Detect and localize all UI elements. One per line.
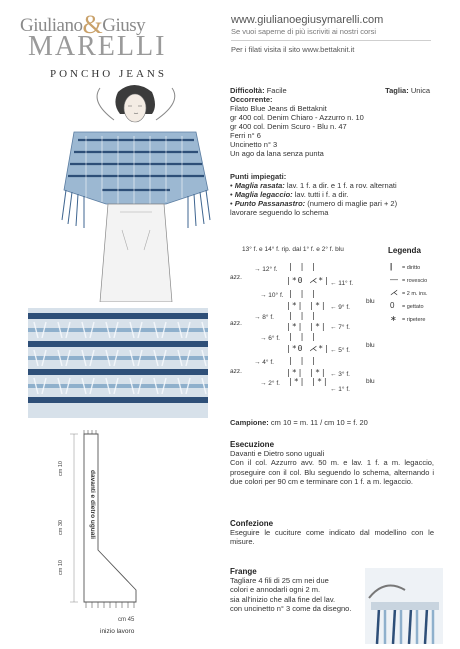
chart-row-label: → 4° f. <box>254 359 274 366</box>
stitches-block <box>230 172 435 217</box>
execution-text: Con il col. Azzurro avv. 50 m. e lav. 1 f. a m. legaccio, proseguire con il col. Blu seguendo lo schema, alternando i due colori per 90 cm e terminare con 1 f. a m. legaccio. <box>230 458 434 487</box>
chart-row-label: → 10° f. <box>260 292 284 299</box>
fringe-line: con uncinetto n° 3 come da disegno. <box>230 604 352 614</box>
shop-line: Per i filati visita il sito www.bettaknit.it <box>231 45 355 54</box>
size <box>385 86 430 95</box>
legend: | = diritto — = rovescio ⋌ = 2 m. ins. 0 = gettato ∗ = ripetere <box>390 262 428 323</box>
fringe-section <box>230 567 370 614</box>
chart-row-label: ← 7° f. <box>330 324 350 331</box>
info-block <box>230 86 430 158</box>
chart-row-symbols: |*| |*| <box>288 377 329 386</box>
fringe-heading: Frange <box>230 567 257 576</box>
chart-row-label: → 6° f. <box>260 335 280 342</box>
execution-section <box>230 440 434 487</box>
pattern-title: PONCHO JEANS <box>50 68 167 80</box>
stitches-heading: Punti impiegati: <box>230 172 287 181</box>
needed-item: Ferri n° 6 <box>230 131 261 140</box>
pattern-schematic <box>62 430 152 610</box>
finishing-section <box>230 519 434 547</box>
needed-item: gr 400 col. Denim Scuro - Blu n. 47 <box>230 122 347 131</box>
brand-second: Giusy <box>102 15 146 36</box>
chart-repeat-note: 13° f. e 14° f. rip. dal 1° f. e 2° f. blu <box>242 246 344 253</box>
chart-color-blu: blu <box>366 298 375 305</box>
chart-row-symbols: | | | <box>288 289 318 298</box>
chart-row-symbols: | | | <box>288 356 318 365</box>
needed-item: Filato Blue Jeans di Bettaknit <box>230 104 327 113</box>
chart-color-blu: blu <box>366 378 375 385</box>
stitch-item: • Maglia legaccio: lav. tutti i f. a dir. <box>230 190 349 199</box>
fringe-photo <box>365 568 443 644</box>
brand-logo: MARELLI <box>28 31 167 62</box>
schematic-dim-left-3: cm 10 <box>58 560 64 575</box>
difficulty <box>230 86 287 95</box>
fringe-line: colori e annodarli ogni 2 m. <box>230 585 321 595</box>
brand-first: Giuliano <box>20 15 83 36</box>
schematic-dim-left-2: cm 30 <box>58 520 64 535</box>
chart-row-label: ← 3° f. <box>330 371 350 378</box>
difficulty-value: Facile <box>266 86 287 95</box>
chart-row-label: → 2° f. <box>260 380 280 387</box>
schematic-center-label: davanti e dietro uguali <box>89 470 96 539</box>
execution-subheading: Davanti e Dietro sono uguali <box>230 449 325 458</box>
stitch-item: • Maglia rasata: lav. 1 f. a dir. e 1 f. a rov. alternati <box>230 181 397 190</box>
needed-heading: Occorrente: <box>230 95 273 104</box>
chart-color-azz: azz. <box>230 368 242 375</box>
legend-title: Legenda <box>388 246 421 255</box>
size-value: Unica <box>410 86 430 95</box>
schematic-bottom-dim: cm 45 <box>118 617 135 623</box>
chart-row-symbols: |*0 ⋌*| <box>286 344 330 353</box>
size-label: Taglia: <box>385 86 409 95</box>
chart-color-azz: azz. <box>230 320 242 327</box>
needed-item: Un ago da lana senza punta <box>230 149 324 158</box>
difficulty-row <box>230 86 430 95</box>
model-illustration <box>56 80 216 302</box>
chart-row-label: → 8° f. <box>254 314 274 321</box>
stitch-item: • Punto Passanastro: (numero di maglie pari + 2) <box>230 199 398 208</box>
chart-row-label: ← 5° f. <box>330 347 350 354</box>
schematic-start-label: inizio lavoro <box>100 628 135 635</box>
chart-row-symbols: |*0 ⋌*| <box>286 276 330 285</box>
stitch-follow: lavorare seguendo lo schema <box>230 208 329 217</box>
finishing-text: Eseguire le cuciture come indicato dal modellino con le misure. <box>230 528 434 547</box>
needed-item: Uncinetto n° 3 <box>230 140 278 149</box>
chart-row-symbols: | | | <box>288 332 318 341</box>
chart-color-azz: azz. <box>230 274 242 281</box>
gauge-value: cm 10 = m. 11 / cm 10 = f. 20 <box>270 418 368 427</box>
gauge-label: Campione: <box>230 418 269 427</box>
chart-row-label: ← 11° f. <box>330 280 354 287</box>
website-link[interactable]: www.giulianoegiusymarelli.com <box>231 14 384 26</box>
chart-row-label: → 12° f. <box>254 266 278 273</box>
difficulty-label: Difficoltà: <box>230 86 265 95</box>
chart-color-blu: blu <box>366 342 375 349</box>
chart-row-symbols: |*| |*| <box>286 368 327 377</box>
brand-ampersand: & <box>82 10 103 39</box>
header-divider <box>231 40 431 41</box>
chart-row-symbols: |*| |*| <box>286 301 327 310</box>
fringe-line: sia all'inizio che alla fine del lav. <box>230 594 336 604</box>
finishing-heading: Confezione <box>230 519 274 528</box>
website-subtitle: Se vuoi saperne di più iscriviti ai nostri corsi <box>231 27 377 36</box>
schematic-dim-left-1: cm 10 <box>58 461 64 476</box>
chart-row-label: ← 9° f. <box>330 304 350 311</box>
knit-sample-photo <box>28 308 208 418</box>
gauge <box>230 418 368 427</box>
fringe-line: Tagliare 4 fili di 25 cm nei due <box>230 576 329 585</box>
chart-row-symbols: |*| |*| <box>286 322 327 331</box>
needed-item: gr 400 col. Denim Chiaro - Azzurro n. 10 <box>230 113 364 122</box>
chart-row-label: ← 1° f. <box>330 386 350 393</box>
execution-heading: Esecuzione <box>230 440 275 449</box>
chart-row-symbols: | | | <box>288 311 318 320</box>
stitch-chart <box>230 262 390 392</box>
chart-row-symbols: | | | <box>288 262 318 271</box>
